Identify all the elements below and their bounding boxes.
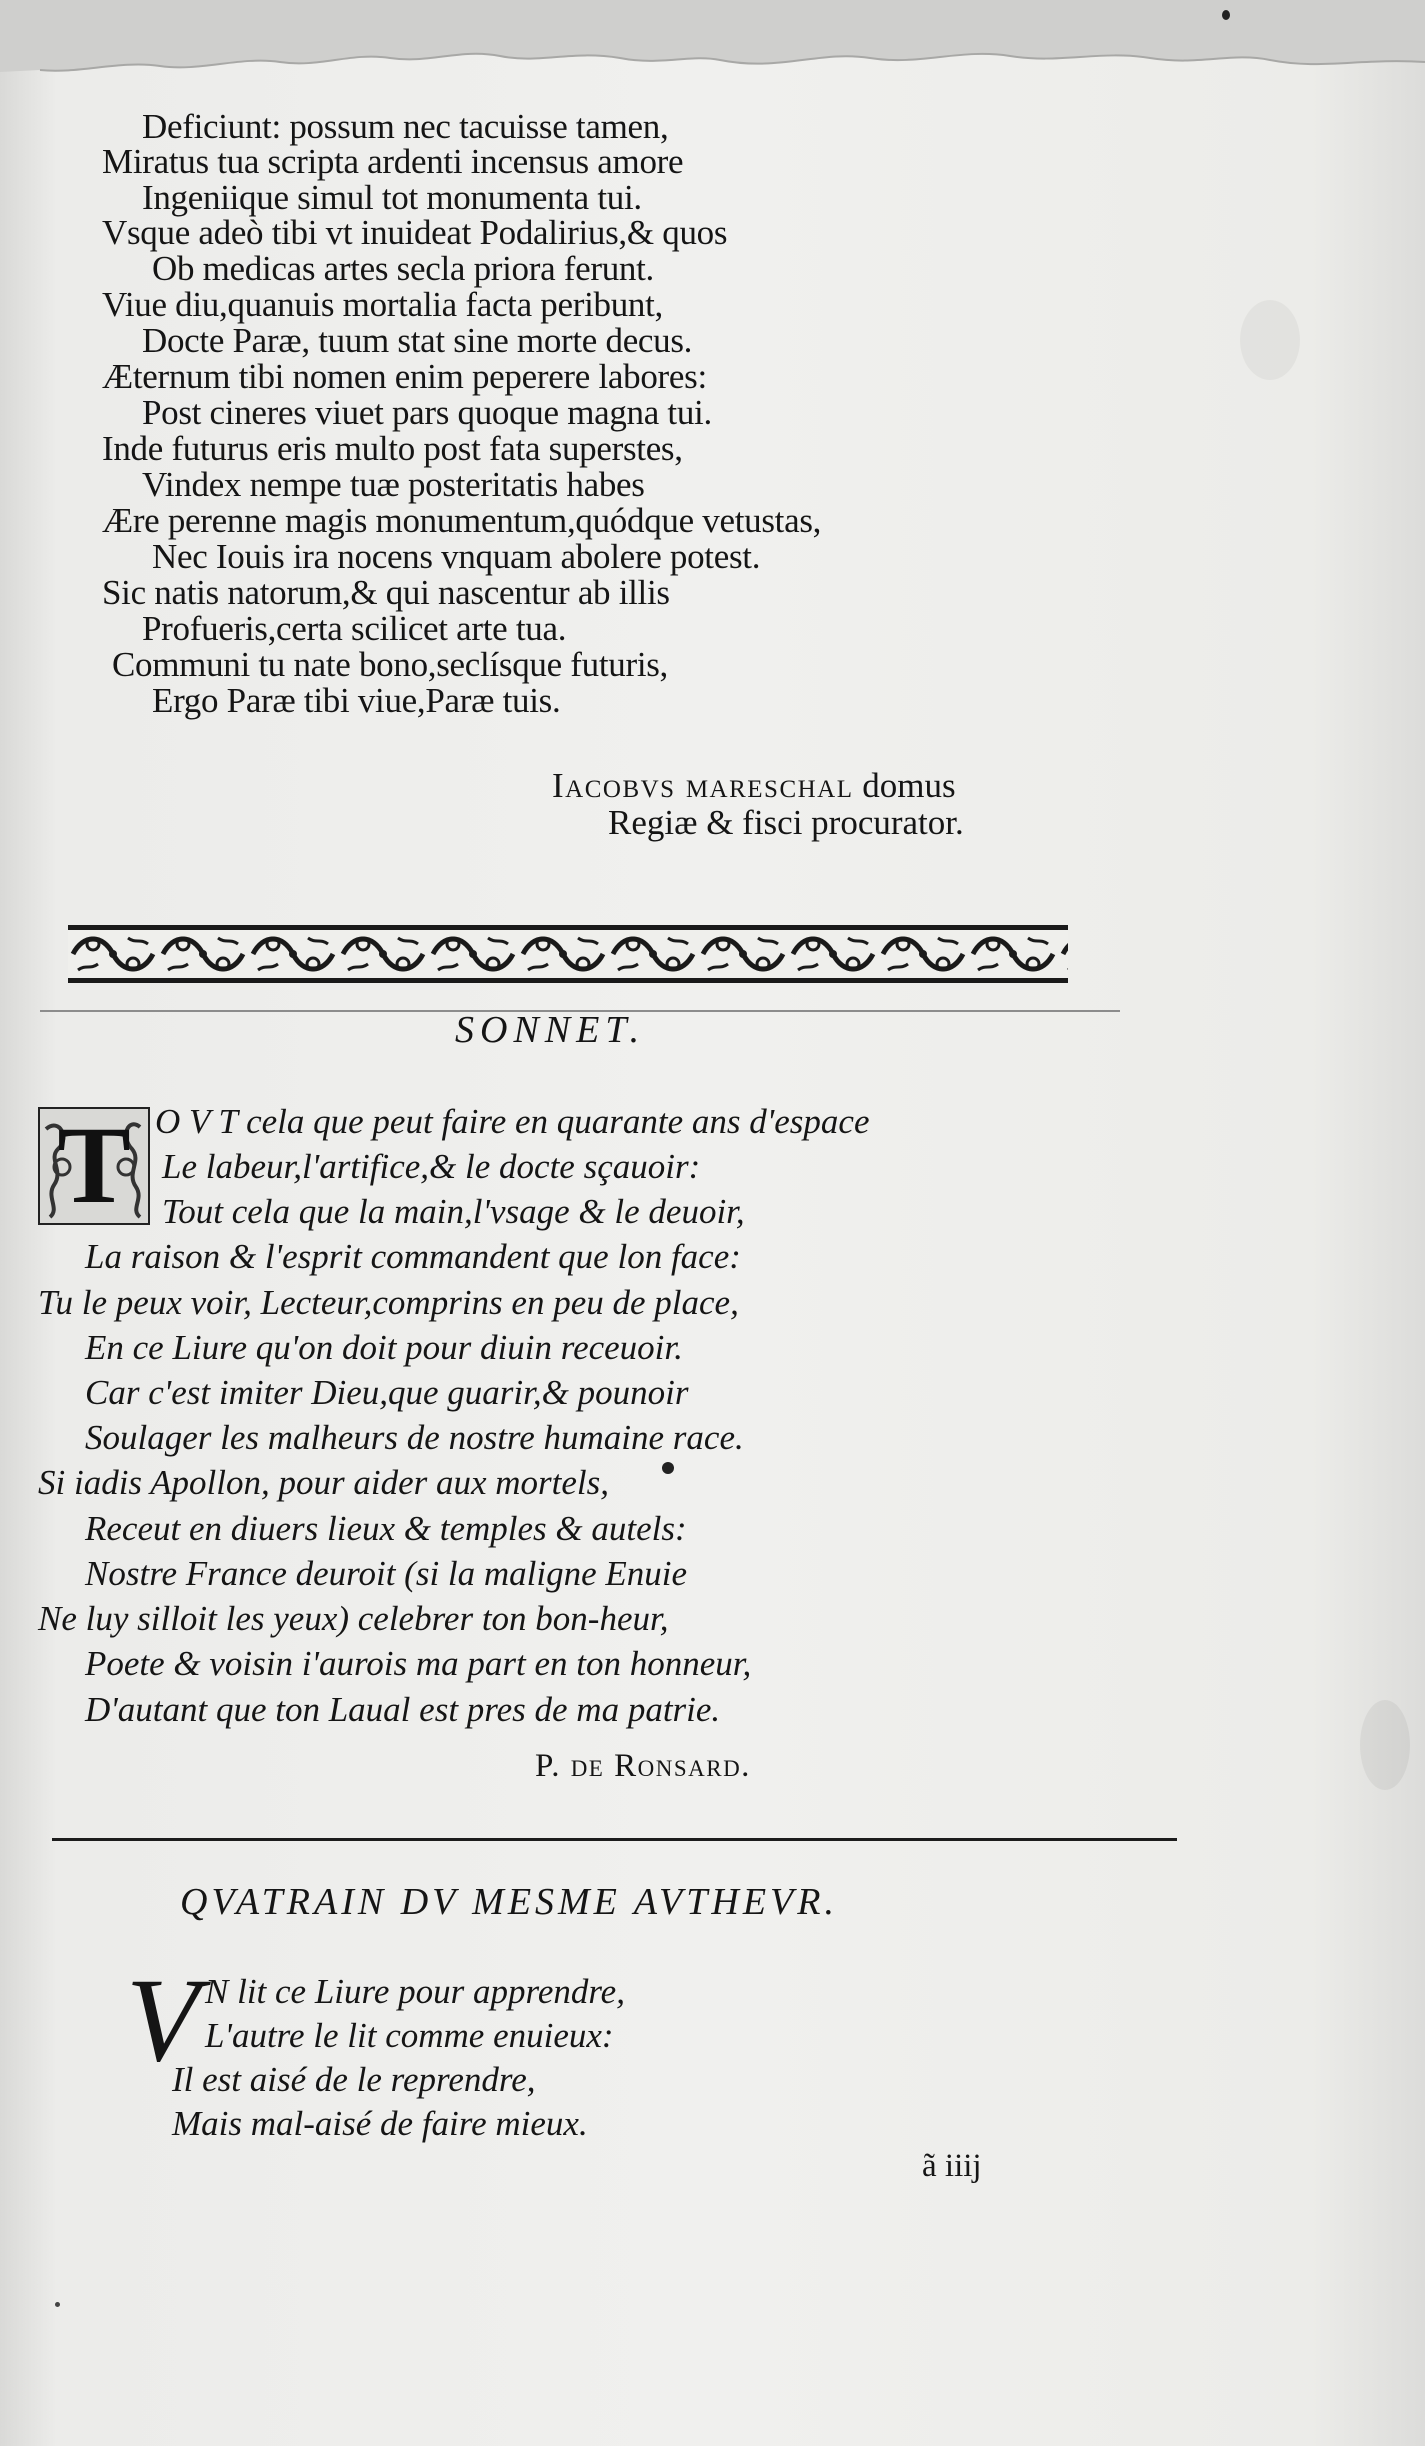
sonnet-heading: SONNET. bbox=[455, 1009, 646, 1051]
quatrain-line-4: Mais mal-aisé de faire mieux. bbox=[172, 2104, 588, 2143]
quatrain-heading: QVATRAIN DV MESME AVTHEVR. bbox=[180, 1881, 838, 1923]
latin-line-2: Miratus tua scripta ardenti incensus amore bbox=[102, 142, 684, 181]
latin-line-5: Ob medicas artes secla priora ferunt. bbox=[152, 249, 655, 288]
latin-line-7: Docte Paræ, tuum stat sine morte decus. bbox=[142, 321, 693, 360]
latin-author-suffix: domus bbox=[862, 766, 956, 805]
latin-line-3: Ingeniique simul tot monumenta tui. bbox=[142, 178, 642, 217]
sonnet-line-3: Tout cela que la main,l'vsage & le deuoir, bbox=[162, 1192, 745, 1231]
sonnet-line-2: Le labeur,l'artifice,& le docte sçauoir: bbox=[162, 1147, 701, 1186]
quatrain-line-3: Il est aisé de le reprendre, bbox=[172, 2060, 536, 2099]
quatrain-line-2: L'autre le lit comme enuieux: bbox=[205, 2016, 614, 2055]
sonnet-line-8: Soulager les malheurs de nostre humaine race. bbox=[85, 1418, 744, 1457]
latin-author-line bbox=[552, 766, 956, 806]
latin-line-13: Nec Iouis ira nocens vnquam abolere potest. bbox=[152, 537, 761, 576]
show-through-smudge bbox=[1240, 300, 1300, 380]
latin-line-6: Viue diu,quanuis mortalia facta peribunt, bbox=[102, 285, 663, 324]
ink-speck bbox=[1222, 10, 1230, 20]
sonnet-line-4: La raison & l'esprit commandent que lon face: bbox=[85, 1237, 741, 1276]
drop-cap-t: T bbox=[57, 1104, 131, 1226]
torn-top-edge bbox=[0, 0, 1425, 110]
quatrain-line-1: N lit ce Liure pour apprendre, bbox=[205, 1972, 625, 2011]
sonnet-line-5: Tu le peux voir, Lecteur,comprins en peu de place, bbox=[38, 1283, 739, 1322]
ink-speck bbox=[662, 1462, 674, 1474]
section-rule-bottom bbox=[52, 1838, 1177, 1841]
ink-speck bbox=[55, 2302, 60, 2307]
sonnet-line-12: Ne luy silloit les yeux) celebrer ton bon-heur, bbox=[38, 1599, 669, 1638]
signature-mark: ã iiij bbox=[922, 2148, 982, 2184]
latin-line-14: Sic natis natorum,& qui nascentur ab illis bbox=[102, 573, 670, 612]
latin-line-4: Vsque adeò tibi vt inuideat Podalirius,& quos bbox=[102, 213, 728, 252]
latin-line-16: Communi tu nate bono,seclísque futuris, bbox=[112, 645, 669, 684]
latin-author-title: Regiæ & fisci procurator. bbox=[608, 803, 964, 842]
sonnet-signature: P. de Ronsard. bbox=[535, 1748, 751, 1784]
sonnet-line-6: En ce Liure qu'on doit pour diuin receuoir. bbox=[85, 1328, 683, 1367]
latin-line-12: Ære perenne magis monumentum,quódque vetustas, bbox=[102, 501, 822, 540]
ornament-band bbox=[68, 925, 1068, 983]
sonnet-line-13: Poete & voisin i'aurois ma part en ton honneur, bbox=[85, 1644, 752, 1683]
sonnet-line-1: O V T cela que peut faire en quarante ans d'espace bbox=[155, 1102, 870, 1141]
latin-line-17: Ergo Paræ tibi viue,Paræ tuis. bbox=[152, 681, 561, 720]
latin-line-11: Vindex nempe tuæ posteritatis habes bbox=[142, 465, 645, 504]
show-through-smudge bbox=[1360, 1700, 1410, 1790]
latin-line-1: Deficiunt: possum nec tacuisse tamen, bbox=[142, 107, 669, 146]
latin-author-name: Iacobvs mareschal bbox=[552, 766, 854, 805]
sonnet-line-11: Nostre France deuroit (si la maligne Enuie bbox=[85, 1554, 688, 1593]
sonnet-line-9: Si iadis Apollon, pour aider aux mortels, bbox=[38, 1463, 610, 1502]
ornament-scroll bbox=[68, 930, 1068, 978]
decorated-drop-cap bbox=[38, 1104, 150, 1226]
latin-line-10: Inde futurus eris multo post fata superstes, bbox=[102, 429, 683, 468]
latin-line-15: Profueris,certa scilicet arte tua. bbox=[142, 609, 567, 648]
sonnet-line-7: Car c'est imiter Dieu,que guarir,& pounoir bbox=[85, 1373, 689, 1412]
sonnet-line-10: Receut en diuers lieux & temples & autels: bbox=[85, 1509, 687, 1548]
drop-cap-v: V bbox=[126, 1953, 200, 2086]
sonnet-line-14: D'autant que ton Laual est pres de ma patrie. bbox=[85, 1690, 721, 1729]
latin-line-8: Æternum tibi nomen enim peperere labores: bbox=[102, 357, 707, 396]
latin-line-9: Post cineres viuet pars quoque magna tui. bbox=[142, 393, 712, 432]
